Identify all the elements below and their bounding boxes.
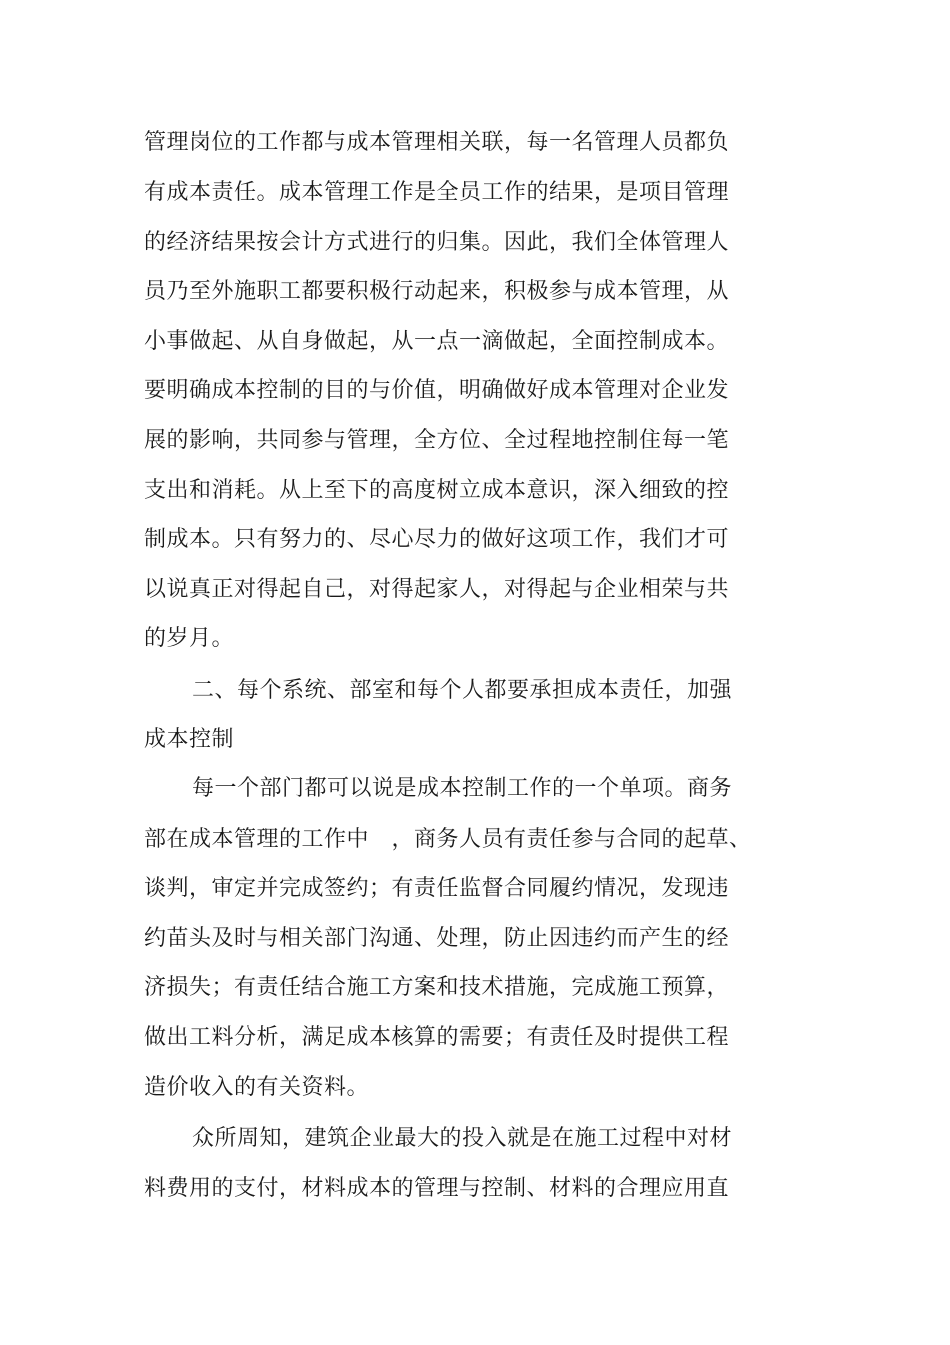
text-line: 小事做起、从自身做起，从一点一滴做起，全面控制成本。 (144, 329, 730, 354)
text-line: 支出和消耗。从上至下的高度树立成本意识，深入细致的控 (144, 478, 730, 503)
section-heading-continued: 成本控制 (144, 727, 235, 752)
text-line: 部在成本管理的工作中 ，商务人员有责任参与合同的起草、 (144, 827, 752, 852)
text-line: 员乃至外施职工都要积极行动起来，积极参与成本管理，从 (144, 279, 730, 304)
text-line: 料费用的支付，材料成本的管理与控制、材料的合理应用直 (144, 1176, 730, 1201)
paragraph-start: 每一个部门都可以说是成本控制工作的一个单项。商务 (192, 776, 733, 801)
text-line: 约苗头及时与相关部门沟通、处理，防止因违约而产生的经 (144, 926, 730, 951)
text-line: 以说真正对得起自己，对得起家人，对得起与企业相荣与共 (144, 577, 730, 602)
text-line: 的岁月。 (144, 626, 235, 651)
text-line: 济损失；有责任结合施工方案和技术措施，完成施工预算， (144, 975, 730, 1000)
paragraph-start: 众所周知，建筑企业最大的投入就是在施工过程中对材 (192, 1126, 733, 1151)
text-line: 有成本责任。成本管理工作是全员工作的结果，是项目管理 (144, 180, 730, 205)
text-line: 的经济结果按会计方式进行的归集。因此，我们全体管理人 (144, 230, 730, 255)
text-line: 展的影响，共同参与管理，全方位、全过程地控制住每一笔 (144, 428, 730, 453)
text-line: 造价收入的有关资料。 (144, 1075, 370, 1100)
text-line: 做出工料分析，满足成本核算的需要；有责任及时提供工程 (144, 1025, 730, 1050)
text-line: 谈判，审定并完成签约；有责任监督合同履约情况，发现违 (144, 876, 730, 901)
text-line: 管理岗位的工作都与成本管理相关联，每一名管理人员都负 (144, 130, 730, 155)
text-line: 制成本。只有努力的、尽心尽力的做好这项工作，我们才可 (144, 527, 730, 552)
section-heading: 二、每个系统、部室和每个人都要承担成本责任，加强 (192, 678, 733, 703)
text-line: 要明确成本控制的目的与价值，明确做好成本管理对企业发 (144, 378, 730, 403)
